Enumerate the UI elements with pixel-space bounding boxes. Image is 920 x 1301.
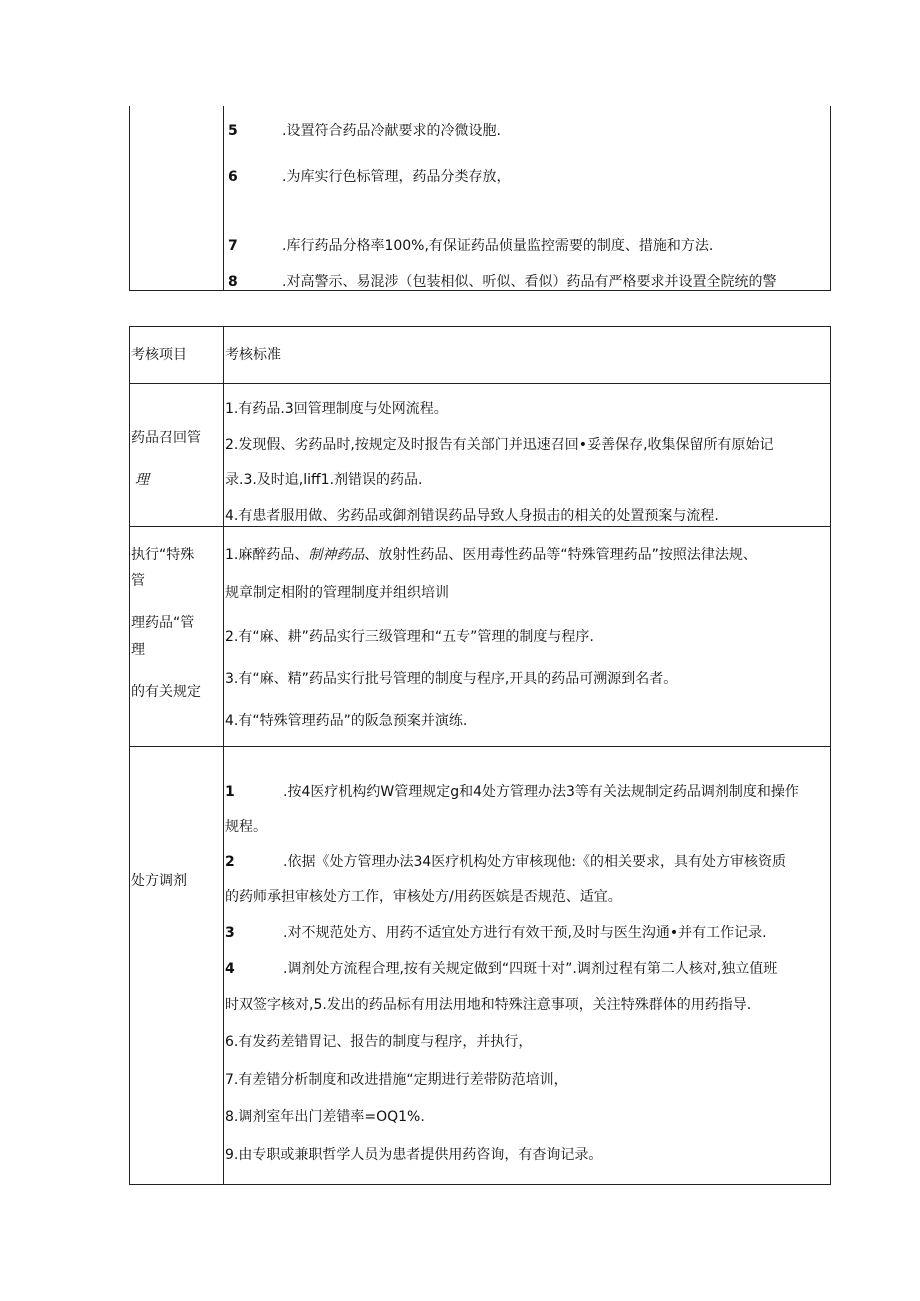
special-standard-line: 2.有“麻、耕”药品实行三级管理和“五专”管理的制度与程序. [225,629,594,645]
prescription-item-name: 处方调剂 [131,873,187,889]
header-standard: 考核标准 [225,347,281,363]
prescription-standard-line: 9.由专职或兼职哲学人员为患者提供用药咨询，有杳询记录。 [225,1147,603,1163]
main-table-left-border [129,326,130,1185]
recall-standard-line: 录.3.及时追,liff1.剂错误的药品. [225,472,423,488]
prescription-item-cont: 时双签字核对,5.发出的药品标有用法用地和特殊注意事项，关注特殊群体的用药指导. [225,997,752,1013]
row-separator [129,526,831,527]
prescription-item-cont: 的药师承担审核处方工作，审核处方/用药医嫔是否规范、适宜。 [225,889,622,905]
special-standard-line: 规章制定相附的管理制度并组织培训 [225,585,449,601]
special-item-name: 执行“特殊 [131,547,195,563]
prescription-item-text: .调剂处方流程合理,按有关规定做到“四斑十对”.调剂过程有第二人核对,独立值班 [283,961,778,977]
row-separator [129,383,831,384]
prescription-item-number: 2 [225,854,235,870]
item-number: 8 [228,274,238,290]
prescription-item-text: .对不规范处方、用药不适宜处方进行有效干预,及时与医生沟通•并有工作记录. [283,925,767,941]
prescription-item-cont: 规程。 [225,819,267,835]
prescription-item-number: 3 [225,925,235,941]
prescription-item-number: 1 [225,784,235,800]
special-standard-line: 4.有“特殊管理药品”的阪急预案并演练. [225,713,468,729]
special-standard-line: 3.有“麻、精”药品实行批号管理的制度与程序,开具的药品可溯源到名者。 [225,671,678,687]
item-number: 7 [228,238,238,254]
recall-standard-line: 1.有药品.3回管理制度与处网流程。 [225,401,448,417]
top-table-right-border [830,106,831,291]
top-table-left-border [129,106,130,291]
item-text: .为库实行色标管理，药品分类存放， [282,169,511,185]
prescription-standard-line: 7.有差错分析制度和改进措施“定期进行差带防范培训， [225,1072,568,1088]
prescription-item-number: 4 [225,961,235,977]
main-table-bottom-border [129,1184,831,1185]
item-number: 6 [228,169,238,185]
item-number: 5 [228,123,238,139]
recall-item-name: 药品召回管 [131,430,201,446]
recall-standard-line: 4.有患者服用做、劣药品或御剂错误药品导致人身损击的相关的处置预案与流程. [225,508,719,524]
main-table-top-border [129,326,831,327]
main-table-right-border [830,326,831,1185]
recall-standard-line: 2.发现假、劣药品时,按规定及时报告有关部门并迅速召回•妥善保存,收集保留所有原始记 [225,437,774,453]
special-item-name: 理药品“管 [131,615,195,631]
prescription-standard-line: 6.有发药差错胃记、报告的制度与程序，并执行， [225,1034,533,1050]
item-text: .设置符合药品冷献要求的冷微设胞. [282,123,501,139]
prescription-standard-line: 8.调剂室年出门差错率=OQ1%. [225,1109,425,1125]
row-separator [129,746,831,747]
special-line1-italic: 制神药品 [308,547,365,563]
recall-item-name-cont: 理 [135,472,149,488]
prescription-item-text: .依据《处方管理办法34医疗机构处方审核现他:《的相关要求，具有处方审核资质 [283,854,786,870]
item-text: .对高警示、易混涉（包装相似、听似、看似）药品有严格要求并设置全院统的警 [282,274,777,290]
special-item-name: 的有关规定 [131,684,201,700]
special-line1-prefix: 1.麻醉药品、 [225,547,309,563]
item-text: .库行药品分格率100%,有保证药品侦量监控需要的制度、措施和方法. [282,238,714,254]
special-line1-suffix: 、放射性药品、医用毒性药品等“特殊管理药品”按照法律法规、 [364,547,757,563]
special-item-name: 管 [131,573,145,589]
main-table-divider [223,326,224,1185]
prescription-item-text: .按4医疗机构约W管理规定g和4处方管理办法3等有关法规制定药品调剂制度和操作 [283,784,799,800]
header-item: 考核项目 [131,347,187,363]
top-table-divider [223,106,224,291]
special-standard-line [225,546,757,564]
special-item-name: 理 [131,642,145,658]
